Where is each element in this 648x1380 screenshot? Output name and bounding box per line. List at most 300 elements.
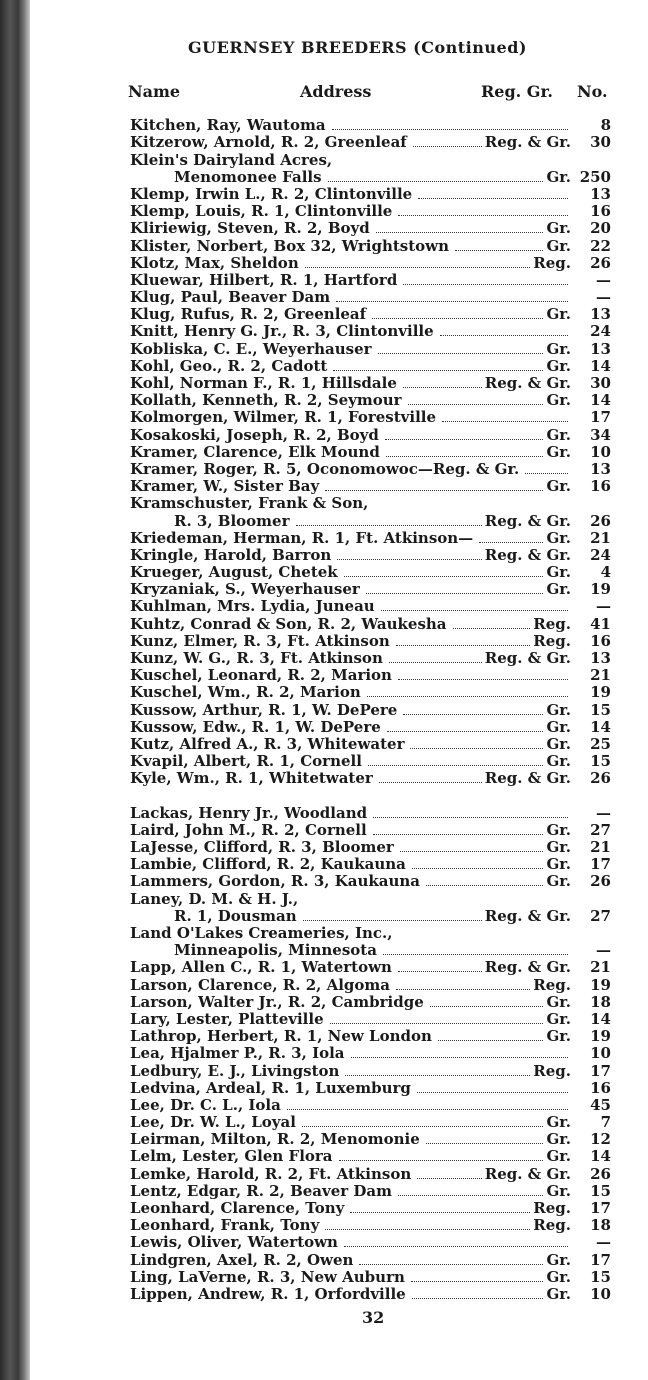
breeder-name-address: Leonhard, Frank, Tony	[130, 1216, 320, 1235]
dot-leader	[479, 542, 543, 543]
dot-leader	[344, 576, 544, 577]
herd-count: 21	[590, 838, 611, 857]
herd-count: 14	[590, 391, 611, 410]
dot-leader	[426, 885, 543, 886]
dot-leader	[337, 559, 481, 560]
list-item	[130, 461, 611, 478]
dot-leader	[332, 129, 568, 130]
registration-type: Gr.	[546, 219, 571, 238]
breeder-name-address: R. 1, Dousman	[174, 906, 297, 925]
herd-count: 15	[590, 1181, 611, 1200]
herd-count: 20	[590, 219, 611, 238]
dot-leader	[455, 250, 543, 251]
column-header-reg-gr: Reg. Gr.	[481, 82, 553, 101]
breeder-name-address: Kramer, W., Sister Bay	[130, 477, 320, 496]
list-item	[130, 1234, 611, 1251]
list-item	[130, 134, 611, 151]
list-item	[130, 117, 611, 134]
dot-leader	[453, 628, 531, 629]
list-item	[130, 976, 611, 993]
herd-count: 26	[590, 511, 611, 530]
herd-count: 41	[590, 614, 611, 633]
herd-count: —	[596, 803, 611, 822]
breeder-name-address: Kuhlman, Mrs. Lydia, Juneau	[130, 597, 375, 616]
dot-leader	[373, 834, 544, 835]
breeder-name-address: Kussow, Edw., R. 1, W. DePere	[130, 717, 381, 736]
list-item	[130, 1028, 611, 1045]
herd-count: 19	[590, 683, 611, 702]
dot-leader	[296, 525, 482, 526]
dot-leader	[383, 954, 568, 955]
registration-type: Gr.	[546, 1181, 571, 1200]
herd-count: 30	[590, 133, 611, 152]
breeder-name-address: Klemp, Louis, R. 1, Clintonville	[130, 202, 393, 221]
herd-count: 16	[590, 1078, 611, 1097]
dot-leader	[381, 610, 568, 611]
herd-count: 30	[590, 374, 611, 392]
breeder-name-address: Larson, Walter Jr., R. 2, Cambridge	[130, 992, 424, 1011]
list-item	[130, 1062, 611, 1079]
breeder-name-address: Kutz, Alfred A., R. 3, Whitewater	[130, 734, 405, 753]
breeder-name-address: Klein's Dairyland Acres,	[130, 150, 333, 169]
dot-leader	[345, 1075, 530, 1076]
list-item	[130, 1045, 611, 1062]
dot-leader	[413, 146, 482, 147]
dot-leader	[359, 1264, 543, 1265]
registration-type: Reg. & Gr.	[484, 906, 571, 925]
breeder-name-address: Klug, Rufus, R. 2, Greenleaf	[130, 305, 367, 324]
breeder-name-address: Kitchen, Ray, Wautoma	[130, 116, 326, 135]
herd-count: —	[596, 941, 611, 960]
herd-count: 12	[590, 1130, 611, 1149]
herd-count: 14	[590, 356, 611, 375]
herd-count: —	[596, 288, 611, 307]
registration-type: Gr.	[546, 1250, 571, 1269]
registration-type: Reg. & Gr.	[484, 374, 571, 392]
breeder-name-address: Kussow, Arthur, R. 1, W. DePere	[130, 700, 398, 719]
dot-leader	[411, 1281, 544, 1282]
herd-count: 22	[590, 236, 611, 255]
herd-count: 7	[600, 1113, 611, 1132]
list-item	[130, 873, 611, 890]
herd-count: 21	[590, 958, 611, 977]
registration-type: Reg.	[533, 1199, 571, 1217]
dot-leader	[344, 1246, 568, 1247]
list-item	[130, 512, 611, 529]
list-item	[130, 289, 611, 306]
herd-count: 21	[590, 528, 611, 547]
list-item	[130, 667, 611, 684]
breeder-name-address: Kluewar, Hilbert, R. 1, Hartford	[130, 270, 398, 289]
breeder-name-address: Klug, Paul, Beaver Dam	[130, 288, 331, 307]
list-item	[130, 805, 611, 822]
breeder-name-address: Lemke, Harold, R. 2, Ft. Atkinson	[130, 1164, 412, 1183]
herd-count: —	[596, 1233, 611, 1252]
breeder-name-address: Kollath, Kenneth, R. 2, Seymour	[130, 391, 402, 410]
herd-count: 17	[590, 408, 611, 427]
list-item	[130, 358, 611, 375]
dot-leader	[430, 1006, 544, 1007]
breeder-list	[130, 117, 611, 1303]
book-binding-edge	[0, 0, 30, 1380]
list-item	[130, 495, 611, 512]
dot-leader	[325, 490, 543, 491]
registration-type: Reg. & Gr.	[484, 1164, 571, 1183]
breeder-name-address: Lippen, Andrew, R. 1, Orfordville	[130, 1284, 406, 1303]
list-item	[130, 255, 611, 272]
dot-leader	[412, 868, 544, 869]
breeder-name-address: Kohl, Geo., R. 2, Cadott	[130, 356, 328, 375]
registration-type: Gr.	[546, 872, 571, 891]
registration-type: Gr.	[546, 700, 571, 719]
list-item	[130, 1217, 611, 1234]
dot-leader	[376, 232, 544, 233]
list-item	[130, 994, 611, 1011]
breeder-name-address: Larson, Clarence, R. 2, Algoma	[130, 975, 391, 994]
dot-leader	[386, 456, 544, 457]
registration-type: Gr.	[546, 1009, 571, 1028]
herd-count: 19	[590, 1027, 611, 1046]
dot-leader	[351, 1057, 568, 1058]
herd-count: —	[596, 597, 611, 616]
dot-leader	[302, 1126, 544, 1127]
herd-count: 13	[590, 184, 611, 203]
herd-count: 14	[590, 1009, 611, 1028]
list-item	[130, 409, 611, 426]
dot-leader	[403, 284, 568, 285]
breeder-name-address: Minneapolis, Minnesota	[174, 941, 377, 960]
list-item	[130, 1148, 611, 1165]
registration-type: Reg.	[533, 1216, 571, 1235]
list-item	[130, 1114, 611, 1131]
breeder-name-address: LaJesse, Clifford, R. 3, Bloomer	[130, 838, 394, 857]
herd-count: 18	[590, 1216, 611, 1235]
list-item	[130, 426, 611, 443]
dot-leader	[525, 473, 568, 474]
list-item	[130, 1131, 611, 1148]
list-item	[130, 186, 611, 203]
dot-leader	[442, 421, 568, 422]
breeder-name-address: Kuschel, Wm., R. 2, Marion	[130, 683, 361, 702]
registration-type: Gr.	[546, 992, 571, 1011]
list-item	[130, 547, 611, 564]
dot-leader	[408, 404, 544, 405]
list-item	[130, 1183, 611, 1200]
list-item	[130, 942, 611, 959]
breeder-name-address: Lambie, Clifford, R. 2, Kaukauna	[130, 855, 406, 874]
dot-leader	[398, 679, 568, 680]
breeder-name-address: Lee, Dr. C. L., Iola	[130, 1095, 281, 1114]
breeder-name-address: Menomonee Falls	[174, 167, 322, 186]
herd-count: 17	[590, 1061, 611, 1080]
dot-leader	[418, 198, 568, 199]
dot-leader	[368, 765, 544, 766]
breeder-name-address: Lindgren, Axel, R. 2, Owen	[130, 1250, 354, 1269]
dot-leader	[379, 782, 482, 783]
herd-count: 13	[590, 339, 611, 358]
herd-count: 24	[590, 322, 611, 341]
registration-type: Reg. & Gr.	[484, 545, 571, 564]
breeder-name-address: Kramer, Clarence, Elk Mound	[130, 442, 380, 461]
herd-count: 10	[590, 442, 611, 461]
list-item	[130, 908, 611, 925]
registration-type: Gr.	[546, 442, 571, 461]
herd-count: 21	[590, 666, 611, 685]
list-item	[130, 839, 611, 856]
registration-type: Reg. & Gr.	[484, 511, 571, 530]
registration-type: Gr.	[546, 1267, 571, 1286]
breeder-name-address: Kunz, W. G., R. 3, Ft. Atkinson	[130, 649, 383, 667]
herd-count: 10	[590, 1044, 611, 1063]
breeder-name-address: Kolmorgen, Wilmer, R. 1, Forestville	[130, 408, 437, 427]
registration-type: Reg.	[533, 1061, 571, 1080]
list-item	[130, 633, 611, 650]
registration-type: Gr.	[546, 734, 571, 753]
breeder-name-address: Kuhtz, Conrad & Son, R. 2, Waukesha	[130, 614, 447, 633]
list-item	[130, 1286, 611, 1303]
herd-count: 19	[590, 975, 611, 994]
herd-count: 15	[590, 700, 611, 719]
herd-count: 13	[590, 459, 611, 478]
breeder-name-address: Laird, John M., R. 2, Cornell	[130, 820, 367, 839]
dot-leader	[400, 851, 544, 852]
registration-type: Gr.	[546, 1147, 571, 1166]
dot-leader	[325, 1229, 530, 1230]
dot-leader	[287, 1109, 568, 1110]
herd-count: 16	[590, 477, 611, 496]
list-item	[130, 237, 611, 254]
list-item	[130, 169, 611, 186]
list-item	[130, 856, 611, 873]
breeder-name-address: Lary, Lester, Platteville	[130, 1009, 324, 1028]
breeder-name-address: Lee, Dr. W. L., Loyal	[130, 1113, 296, 1132]
breeder-name-address: Kohl, Norman F., R. 1, Hillsdale	[130, 374, 397, 392]
registration-type: Reg. & Gr.	[484, 133, 571, 152]
dot-leader	[372, 318, 543, 319]
list-item	[130, 1251, 611, 1268]
list-item	[130, 1097, 611, 1114]
list-item	[130, 736, 611, 753]
dot-leader	[366, 593, 544, 594]
list-item	[130, 822, 611, 839]
herd-count: 26	[590, 1164, 611, 1183]
breeder-name-address: Lentz, Edgar, R. 2, Beaver Dam	[130, 1181, 392, 1200]
dot-leader	[403, 387, 482, 388]
dot-leader	[330, 1023, 544, 1024]
registration-type: Gr.	[546, 563, 571, 582]
breeder-name-address: Kramschuster, Frank & Son,	[130, 494, 369, 513]
dot-leader	[385, 439, 544, 440]
herd-count: 15	[590, 752, 611, 771]
herd-count: 13	[590, 649, 611, 667]
registration-type: Reg.	[533, 975, 571, 994]
dot-leader	[333, 370, 543, 371]
list-item	[130, 203, 611, 220]
herd-count: 26	[590, 872, 611, 891]
herd-count: 27	[590, 820, 611, 839]
list-item	[130, 684, 611, 701]
dot-leader	[303, 920, 482, 921]
herd-count: 45	[590, 1095, 611, 1114]
registration-type: Gr.	[546, 356, 571, 375]
herd-count: 16	[590, 202, 611, 221]
breeder-name-address: Lapp, Allen C., R. 1, Watertown	[130, 958, 392, 977]
breeder-name-address: Lackas, Henry Jr., Woodland	[130, 803, 368, 822]
breeder-name-address: Krueger, August, Chetek	[130, 563, 338, 582]
breeder-name-address: Leonhard, Clarence, Tony	[130, 1199, 345, 1217]
herd-count: 17	[590, 1199, 611, 1217]
registration-type: Gr.	[546, 838, 571, 857]
dot-leader	[328, 181, 544, 182]
breeder-name-address: Kitzerow, Arnold, R. 2, Greenleaf	[130, 133, 407, 152]
dot-leader	[417, 1092, 568, 1093]
herd-count: 17	[590, 855, 611, 874]
breeder-name-address: Klister, Norbert, Box 32, Wrightstown	[130, 236, 449, 255]
list-item	[130, 306, 611, 323]
registration-type: Reg. & Gr.	[484, 958, 571, 977]
breeder-name-address: Kringle, Harold, Barron	[130, 545, 332, 564]
breeder-name-address: Ling, LaVerne, R. 3, New Auburn	[130, 1267, 405, 1286]
registration-type: Gr.	[546, 1130, 571, 1149]
section-gap	[130, 787, 611, 804]
registration-type: Reg.	[533, 614, 571, 633]
breeder-name-address: Kriedeman, Herman, R. 1, Ft. Atkinson—	[130, 528, 474, 547]
list-item	[130, 1011, 611, 1028]
herd-count: 13	[590, 305, 611, 324]
breeder-name-address: Leirman, Milton, R. 2, Menomonie	[130, 1130, 420, 1149]
list-item	[130, 581, 611, 598]
dot-leader	[387, 731, 544, 732]
list-item	[130, 151, 611, 168]
herd-count: 26	[590, 769, 611, 788]
breeder-name-address: Kryzaniak, S., Weyerhauser	[130, 580, 360, 599]
registration-type: Reg. & Gr.	[484, 649, 571, 667]
dot-leader	[367, 696, 568, 697]
list-item	[130, 375, 611, 392]
breeder-name-address: Lea, Hjalmer P., R. 3, Iola	[130, 1044, 345, 1063]
dot-leader	[339, 1160, 544, 1161]
list-item	[130, 444, 611, 461]
list-item	[130, 1165, 611, 1182]
dot-leader	[305, 267, 531, 268]
dot-leader	[417, 1178, 481, 1179]
herd-count: 26	[590, 253, 611, 272]
list-item	[130, 478, 611, 495]
herd-count: 24	[590, 545, 611, 564]
breeder-name-address: Kuschel, Leonard, R. 2, Marion	[130, 666, 392, 685]
breeder-name-address: Kosakoski, Joseph, R. 2, Boyd	[130, 425, 379, 444]
column-header-name: Name	[128, 82, 181, 101]
dot-leader	[378, 353, 544, 354]
registration-type: Gr.	[546, 1113, 571, 1132]
column-header-number: No.	[577, 82, 608, 101]
herd-count: 14	[590, 717, 611, 736]
registration-type: Reg. & Gr.	[484, 769, 571, 788]
column-header-address: Address	[300, 82, 372, 101]
breeder-name-address: Land O'Lakes Creameries, Inc.,	[130, 924, 393, 942]
list-item	[130, 925, 611, 942]
list-item	[130, 890, 611, 907]
list-item	[130, 530, 611, 547]
list-item	[130, 272, 611, 289]
registration-type: Gr.	[546, 752, 571, 771]
registration-type: Reg.	[533, 253, 571, 272]
breeder-name-address: Kliriewig, Steven, R. 2, Boyd	[130, 219, 370, 238]
list-item	[130, 770, 611, 787]
breeder-name-address: Kramer, Roger, R. 5, Oconomowoc—Reg. & Gr.	[130, 459, 520, 478]
breeder-name-address: Ledvina, Ardeal, R. 1, Luxemburg	[130, 1078, 411, 1097]
list-item	[130, 719, 611, 736]
herd-count: 14	[590, 1147, 611, 1166]
herd-count: 15	[590, 1267, 611, 1286]
registration-type: Gr.	[546, 855, 571, 874]
breeder-name-address: Klemp, Irwin L., R. 2, Clintonville	[130, 184, 413, 203]
herd-count: 27	[590, 906, 611, 925]
breeder-name-address: Klotz, Max, Sheldon	[130, 253, 299, 272]
list-item	[130, 392, 611, 409]
dot-leader	[389, 662, 482, 663]
registration-type: Gr.	[546, 717, 571, 736]
breeder-name-address: Lewis, Oliver, Watertown	[130, 1233, 338, 1252]
registration-type: Gr.	[546, 339, 571, 358]
registration-type: Gr.	[546, 425, 571, 444]
herd-count: 4	[600, 563, 611, 582]
list-item	[130, 959, 611, 976]
breeder-name-address: Lelm, Lester, Glen Flora	[130, 1147, 333, 1166]
dot-leader	[396, 645, 531, 646]
list-item	[130, 220, 611, 237]
registration-type: Gr.	[546, 391, 571, 410]
registration-type: Gr.	[546, 580, 571, 599]
list-item	[130, 564, 611, 581]
registration-type: Gr.	[546, 167, 571, 186]
list-item	[130, 615, 611, 632]
page-title: GUERNSEY BREEDERS (Continued)	[188, 38, 527, 57]
breeder-name-address: Kunz, Elmer, R. 3, Ft. Atkinson	[130, 631, 390, 650]
list-item	[130, 340, 611, 357]
herd-count: 17	[590, 1250, 611, 1269]
herd-count: —	[596, 270, 611, 289]
list-item	[130, 323, 611, 340]
herd-count: 19	[590, 580, 611, 599]
breeder-name-address: R. 3, Bloomer	[174, 511, 290, 530]
registration-type: Gr.	[546, 1027, 571, 1046]
list-item	[130, 1269, 611, 1286]
page-number: 32	[362, 1308, 385, 1327]
list-item	[130, 1200, 611, 1217]
breeder-name-address: Kvapil, Albert, R. 1, Cornell	[130, 752, 362, 771]
breeder-name-address: Ledbury, E. J., Livingston	[130, 1061, 340, 1080]
registration-type: Gr.	[546, 528, 571, 547]
dot-leader	[440, 335, 568, 336]
dot-leader	[398, 1195, 543, 1196]
dot-leader	[396, 989, 530, 990]
herd-count: 250	[579, 167, 611, 186]
breeder-name-address: Laney, D. M. & H. J.,	[130, 889, 299, 908]
dot-leader	[398, 971, 482, 972]
list-item	[130, 701, 611, 718]
dot-leader	[350, 1212, 530, 1213]
registration-type: Gr.	[546, 477, 571, 496]
dot-leader	[410, 748, 543, 749]
list-item	[130, 650, 611, 667]
list-item	[130, 1080, 611, 1097]
dot-leader	[336, 301, 568, 302]
herd-count: 25	[590, 734, 611, 753]
breeder-name-address: Lammers, Gordon, R. 3, Kaukauna	[130, 872, 421, 891]
list-item	[130, 598, 611, 615]
dot-leader	[412, 1298, 544, 1299]
